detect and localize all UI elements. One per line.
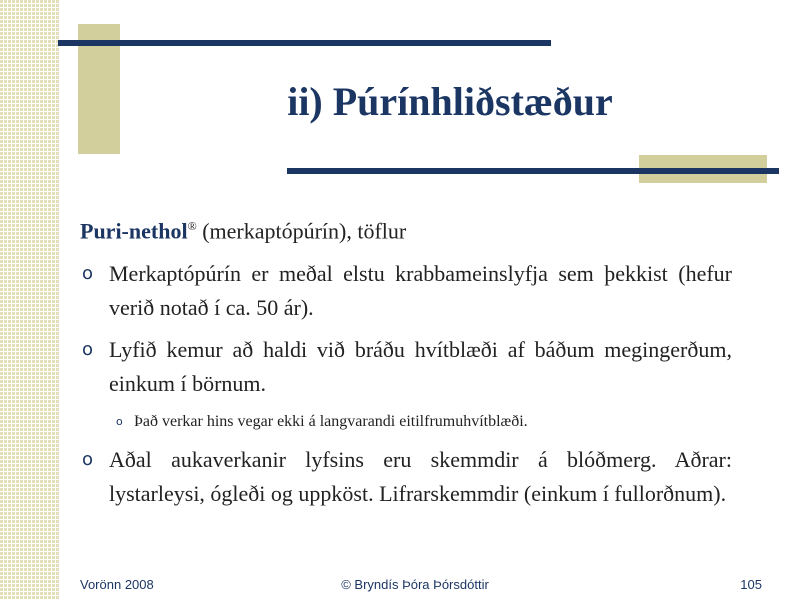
bullet-item [80,443,732,511]
footer-center: © Bryndís Þóra Þórsdóttir [341,577,489,592]
bullet-text: Lyfið kemur að haldi við bráðu hvítblæði af báðum megingerðum, einkum í börnum. [109,337,732,397]
drug-heading [80,210,732,247]
footer-page-number: 105 [740,577,762,592]
decorative-line-bottom [287,168,779,174]
bullet-marker-icon: o [82,263,94,285]
bullet-text: Merkaptópúrín er meðal elstu krabbameinslyfja sem þekkist (hefur verið notað í ca. 50 ár). [109,261,732,321]
registered-mark: ® [187,219,197,233]
sub-bullet-marker-icon: o [116,415,123,429]
slide-body [80,210,732,519]
bullet-item [80,257,732,325]
drug-description: (merkaptópúrín), töflur [196,218,407,244]
bullet-marker-icon: o [82,449,94,471]
bullet-list [80,257,732,511]
drug-name: Puri-nethol [80,218,188,244]
checkered-background-strip [0,0,60,600]
bullet-item [80,333,732,401]
footer-left: Vorönn 2008 [80,577,154,592]
bullet-text: Aðal aukaverkanir lyfsins eru skemmdir á blóðmerg. Aðrar: lystarleysi, ógleði og uppköst. Lifrarskemmdir (einkum í fullorðnum). [109,447,732,507]
slide-title: ii) Púrínhliðstæður [287,79,613,124]
decorative-line-top [58,40,551,46]
sub-bullet-item [80,409,732,435]
bullet-marker-icon: o [82,339,94,361]
sub-bullet-text: Það verkar hins vegar ekki á langvarandi eitilfrumuhvítblæði. [134,413,528,431]
